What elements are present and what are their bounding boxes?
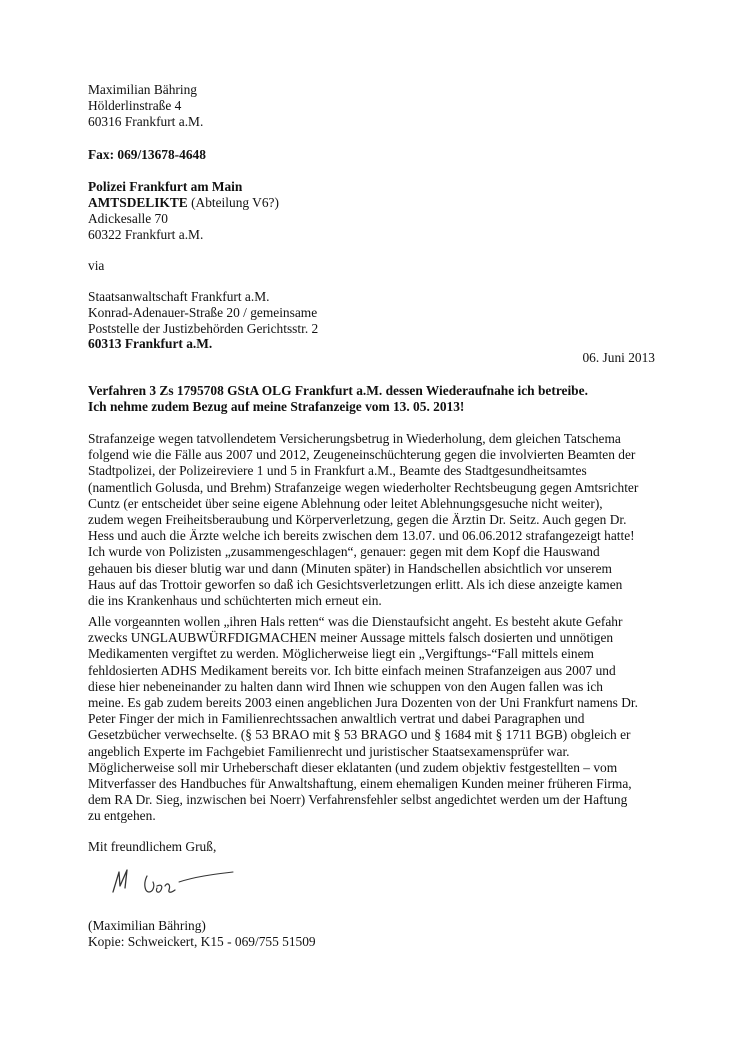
- copy-recipient: Kopie: Schweickert, K15 - 069/755 51509: [88, 934, 316, 949]
- paragraph-1: [88, 431, 668, 609]
- subject-line1: Verfahren 3 Zs 1795708 GStA OLG Frankfurt a.M. dessen Wiederaufnahe ich betreibe.: [88, 383, 588, 398]
- recipient-department-bold: AMTSDELIKTE: [88, 195, 188, 210]
- sender-city: 60316 Frankfurt a.M.: [88, 114, 204, 129]
- paragraph-2-line: fehldosierten ADHS Medikament bereits vor. Ich bitte einfach meinen Strafanzeigen aus 2007 und: [88, 662, 616, 678]
- sender-street: Hölderlinstraße 4: [88, 98, 182, 113]
- paragraph-2-line: zwecks UNGLAUBWÜRFDIGMACHEN meiner Aussage mittels falsch dosierten und unnötigen: [88, 630, 614, 646]
- paragraph-2-line: Mitverfasser des Handbuches für Anwaltshaftung, einem ehemaligen Kunden meiner früheren Firma,: [88, 776, 632, 792]
- paragraph-1-line: die ins Krankenhaus und schüchterten mich erneut ein.: [88, 593, 382, 609]
- recipient-city: 60322 Frankfurt a.M.: [88, 227, 204, 242]
- paragraph-1-line: folgend wie die Fälle aus 2007 und 2012, Zeugeneinschüchterung gegen die involvierten Beamten der: [88, 447, 636, 463]
- paragraph-1-line: gehauen bis dieser blutig war und dann (Minuten später) in Handschellen absichtlich vor unserem: [88, 560, 612, 576]
- via-label: via: [88, 258, 105, 273]
- paragraph-2-line: meine. Es gab zudem bereits 2003 einen angeblichen Jura Dozenten von der Uni Frankfurt namens Dr.: [88, 695, 638, 711]
- recipient-department-rest: (Abteilung V6?): [187, 195, 279, 210]
- paragraph-2-line: zu entgehen.: [88, 808, 156, 824]
- recipient-name: Polizei Frankfurt am Main: [88, 179, 243, 194]
- via-recipient-line4: 60313 Frankfurt a.M.: [88, 336, 213, 351]
- paragraph-2-line: diese hier nebeneinander zu halten dann wird Ihnen wie schuppen von den Augen fallen was ich: [88, 678, 603, 694]
- recipient-department: [88, 195, 279, 211]
- sender-name: Maximilian Bähring: [88, 82, 197, 97]
- paragraph-1-line: Cuntz (er entscheidet über seine eigene Ablehnung oder leitet Ablehnungsgesuche nicht weiter),: [88, 495, 603, 511]
- paragraph-1-line: (namentlich Golusda, und Brehm) Strafanzeige wegen wiederholter Rechtsbeugung gegen Amtsrichter: [88, 479, 639, 495]
- paragraph-1-line: Strafanzeige wegen tatvollendetem Versicherungsbetrug in Wiederholung, dem gleichen Tatschema: [88, 431, 621, 446]
- letter-date: 06. Juni 2013: [582, 350, 655, 365]
- signed-name: (Maximilian Bähring): [88, 918, 206, 933]
- paragraph-2-line: Gesetzbücher verwechselte. (§ 53 BRAO mit § 53 BRAGO und § 1684 mit § 1711 BGB) obgleich er: [88, 727, 631, 743]
- paragraph-1-line: Ich wurde von Polizisten „zusammengeschlagen“, genauer: gegen mit dem Kopf die Hauswand: [88, 544, 600, 560]
- paragraph-2-line: Alle vorgeannten wollen „ihren Hals retten“ was die Dienstaufsicht angeht. Es besteht akute Gefahr: [88, 614, 623, 629]
- paragraph-2-line: Möglicherweise soll mir Urheberschaft dieser eklatanten (und zudem objektiv festgestellten – vom: [88, 759, 618, 775]
- recipient-street: Adickesalle 70: [88, 211, 168, 226]
- paragraph-2-line: angeblich Experte im Fachgebiet Familienrecht und juristischer Staatsexamensprüfer war.: [88, 743, 570, 759]
- paragraph-2-line: Peter Finger der mich in Familienrechtssachen anwaltlich vertrat und dabei Paragraphen und: [88, 711, 585, 727]
- paragraph-1-line: zudem wegen Freiheitsberaubung und Körperverletzung, gegen die Ärztin Dr. Seitz. Auch gegen Dr.: [88, 512, 627, 528]
- fax-number: Fax: 069/13678-4648: [88, 147, 206, 162]
- via-recipient-line2: Konrad-Adenauer-Straße 20 / gemeinsame: [88, 305, 318, 320]
- handwritten-signature: [105, 862, 245, 902]
- via-recipient-line1: Staatsanwaltschaft Frankfurt a.M.: [88, 289, 270, 304]
- paragraph-2-line: Medikamenten vergiftet zu werden. Möglicherweise liegt ein „Vergiftungs-“Fall mittels einem: [88, 646, 594, 662]
- paragraph-1-line: Haus auf das Trottoir geworfen so daß ich Gesichtsverletzungen erlitt. Als ich diese anzeigte kamen: [88, 576, 623, 592]
- paragraph-2-line: dem RA Dr. Sieg, inzwischen bei Noerr) Verfahrensfehler selbst angedichtet werden um der Haftung: [88, 792, 628, 808]
- paragraph-2: [88, 614, 668, 825]
- closing-greeting: Mit freundlichem Gruß,: [88, 839, 217, 854]
- subject-line2: Ich nehme zudem Bezug auf meine Strafanzeige vom 13. 05. 2013!: [88, 399, 465, 414]
- via-recipient-line3: Poststelle der Justizbehörden Gerichtsstr. 2: [88, 321, 319, 336]
- paragraph-1-line: Hess und auch die Ärzte welche ich bereits zwischen dem 13.07. und 06.06.2012 strafangezeigt hatte!: [88, 528, 635, 544]
- paragraph-1-line: Stadtpolizei, der Polizeireviere 1 und 5 in Frankfurt a.M., Beamte des Stadtgesundheitsamtes: [88, 463, 587, 479]
